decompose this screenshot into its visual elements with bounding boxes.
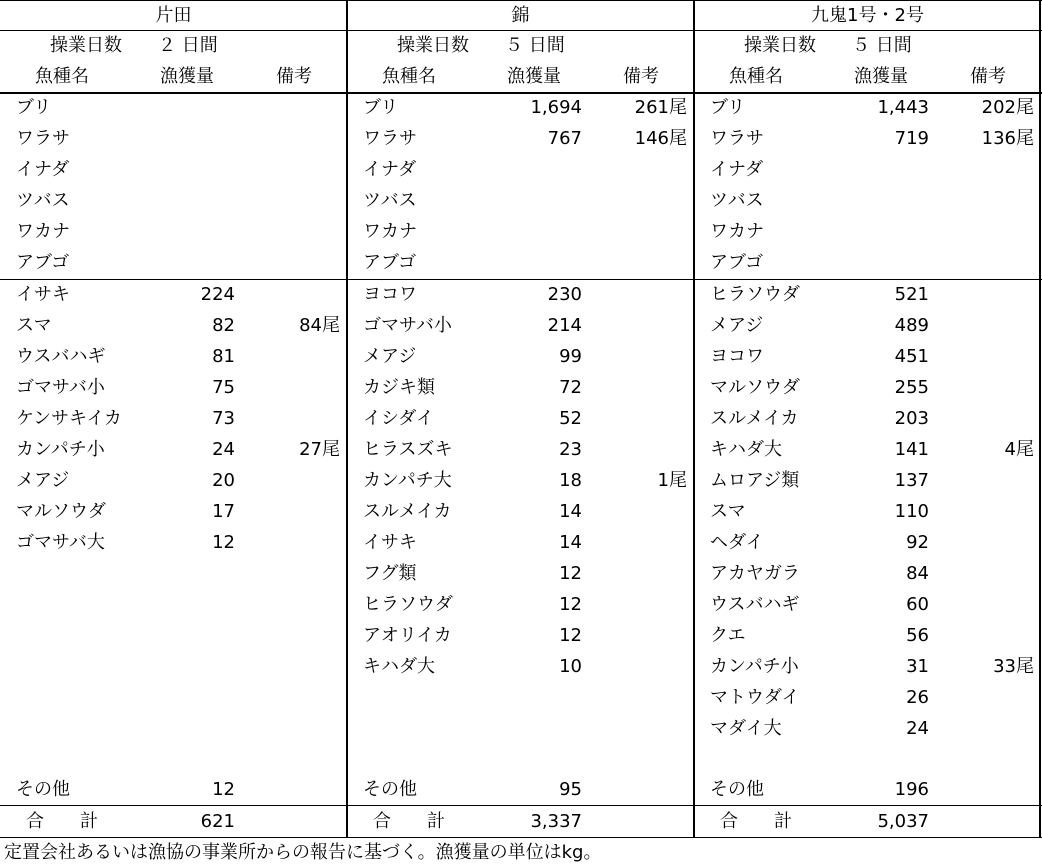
operation-days-label: 操業日数 — [50, 35, 122, 56]
catch-value: 24 — [212, 439, 235, 460]
total-top-border — [0, 805, 1042, 806]
fish-name: カジキ類 — [363, 377, 435, 398]
note-value — [587, 216, 687, 247]
fish-name: ワカナ — [16, 221, 70, 242]
catch-value: 75 — [212, 377, 235, 398]
fish-name: マルソウダ — [16, 501, 106, 522]
catch-value — [834, 216, 929, 247]
catch-value: 99 — [559, 346, 582, 367]
total-label: 合 計 — [26, 811, 98, 832]
catch-value: 12 — [212, 532, 235, 553]
catch-value — [834, 185, 929, 216]
main-species-divider — [0, 279, 1042, 280]
fish-name: アブゴ — [710, 252, 764, 273]
fish-name: ブリ — [710, 97, 746, 118]
note-value — [587, 341, 687, 372]
catch-value — [140, 92, 235, 123]
note-value — [934, 496, 1034, 527]
fish-name: ゴマサバ大 — [16, 532, 105, 553]
fish-name: フグ類 — [363, 563, 417, 584]
location-title: 錦 — [511, 5, 530, 26]
note-value — [587, 279, 687, 310]
note-value — [240, 185, 340, 216]
fish-name: ゴマサバ小 — [16, 377, 105, 398]
header-divider — [0, 92, 1042, 94]
catch-value: 10 — [559, 656, 582, 677]
column-header-note: 備考 — [970, 66, 1006, 87]
catch-value: 767 — [547, 128, 582, 149]
note-value — [240, 465, 340, 496]
catch-value — [140, 216, 235, 247]
fish-name: ウスバハギ — [710, 594, 800, 615]
table-top-border — [0, 0, 1042, 1]
note-value — [587, 247, 687, 278]
fish-name: ヨコワ — [363, 284, 417, 305]
catch-value: 82 — [212, 315, 235, 336]
catch-value: 73 — [212, 408, 235, 429]
fish-name: アオリイカ — [363, 625, 452, 646]
other-catch-value: 12 — [212, 779, 235, 800]
fish-name: イシダイ — [363, 408, 434, 429]
catch-value: 719 — [894, 128, 929, 149]
catch-value: 72 — [559, 377, 582, 398]
fish-name: イナダ — [16, 159, 70, 180]
note-value — [240, 527, 340, 558]
catch-value — [140, 247, 235, 278]
fish-name: ヘダイ — [710, 532, 764, 553]
catch-value: 203 — [894, 408, 929, 429]
column-header-catch: 漁獲量 — [507, 66, 561, 87]
note-value — [934, 527, 1034, 558]
fish-name: ケンサキイカ — [16, 408, 122, 429]
catch-value: 14 — [559, 501, 582, 522]
fish-name: イナダ — [710, 159, 764, 180]
catch-value — [140, 154, 235, 185]
note-value — [240, 341, 340, 372]
fish-name: アブゴ — [363, 252, 417, 273]
note-value: 136尾 — [981, 128, 1034, 149]
catch-value — [140, 123, 235, 154]
catch-value: 141 — [894, 439, 929, 460]
fish-name: ウスバハギ — [16, 346, 106, 367]
note-value — [934, 589, 1034, 620]
other-label: その他 — [16, 779, 70, 800]
fish-name: ゴマサバ小 — [363, 315, 452, 336]
catch-value: 92 — [906, 532, 929, 553]
column-header-note: 備考 — [623, 66, 659, 87]
catch-value: 23 — [559, 439, 582, 460]
note-value — [587, 403, 687, 434]
fish-name: クエ — [710, 625, 746, 646]
note-value — [587, 372, 687, 403]
catch-value: 17 — [212, 501, 235, 522]
catch-value: 18 — [559, 470, 582, 491]
fish-name: ワラサ — [363, 128, 417, 149]
note-value — [934, 247, 1034, 278]
note-value — [587, 589, 687, 620]
operation-days-value: ５ 日間 — [852, 35, 912, 56]
catch-value: 255 — [894, 377, 929, 398]
fish-name: ヒラソウダ — [710, 284, 800, 305]
fish-name: ワラサ — [16, 128, 70, 149]
catch-value — [834, 247, 929, 278]
fish-name: マルソウダ — [710, 377, 800, 398]
catch-value: 12 — [559, 594, 582, 615]
catch-value: 230 — [547, 284, 582, 305]
note-value: 1尾 — [657, 470, 687, 491]
note-value — [240, 123, 340, 154]
fish-name: メアジ — [16, 470, 70, 491]
fish-name: ツバス — [710, 190, 764, 211]
column-separator — [1039, 0, 1041, 838]
fish-name: キハダ大 — [363, 656, 435, 677]
note-value — [934, 403, 1034, 434]
fish-name: マトウダイ — [710, 687, 800, 708]
other-label: その他 — [710, 779, 764, 800]
note-value — [934, 185, 1034, 216]
note-value — [587, 651, 687, 682]
fish-name: スルメイカ — [363, 501, 452, 522]
catch-value: 110 — [894, 501, 929, 522]
note-value — [240, 279, 340, 310]
location-title: 片田 — [155, 5, 192, 26]
note-value — [240, 247, 340, 278]
catch-value: 1,443 — [877, 97, 929, 118]
fish-name: スマ — [710, 501, 746, 522]
operation-days-label: 操業日数 — [397, 35, 469, 56]
catch-value: 137 — [894, 470, 929, 491]
operation-days-label: 操業日数 — [744, 35, 816, 56]
note-value — [587, 620, 687, 651]
note-value — [240, 154, 340, 185]
fish-name: スマ — [16, 315, 52, 336]
note-value — [587, 154, 687, 185]
note-value — [934, 620, 1034, 651]
note-value: 4尾 — [1004, 439, 1034, 460]
column-header-catch: 漁獲量 — [160, 66, 214, 87]
other-catch-value: 95 — [559, 779, 582, 800]
fish-name: マダイ大 — [710, 718, 782, 739]
fish-name: ツバス — [16, 190, 70, 211]
column-header-catch: 漁獲量 — [854, 66, 908, 87]
column-separator — [346, 0, 348, 838]
note-value: 27尾 — [299, 439, 340, 460]
note-value — [934, 465, 1034, 496]
fish-name: アカヤガラ — [710, 563, 800, 584]
fish-name: カンパチ大 — [363, 470, 452, 491]
fish-name: ワカナ — [363, 221, 417, 242]
fish-name: メアジ — [710, 315, 764, 336]
note-value: 84尾 — [299, 315, 340, 336]
catch-value: 26 — [906, 687, 929, 708]
total-label: 合 計 — [373, 811, 445, 832]
note-value: 202尾 — [981, 97, 1034, 118]
total-value: 621 — [200, 811, 235, 832]
catch-value: 56 — [906, 625, 929, 646]
catch-value: 214 — [547, 315, 582, 336]
total-label: 合 計 — [720, 811, 792, 832]
column-header-fish: 魚種名 — [729, 66, 783, 87]
fish-name: ブリ — [363, 97, 399, 118]
fish-name: イサキ — [363, 532, 417, 553]
catch-value — [140, 185, 235, 216]
fish-name: カンパチ小 — [710, 656, 799, 677]
catch-value: 31 — [906, 656, 929, 677]
title-divider — [0, 30, 1042, 31]
column-header-note: 備考 — [276, 66, 312, 87]
catch-value: 20 — [212, 470, 235, 491]
note-value: 261尾 — [634, 97, 687, 118]
note-value — [587, 434, 687, 465]
catch-value: 14 — [559, 532, 582, 553]
footnote: 定置会社あるいは漁協の事業所からの報告に基づく。漁獲量の単位はkg。 — [4, 842, 602, 863]
note-value — [934, 279, 1034, 310]
fish-name: ヒラスズキ — [363, 439, 453, 460]
note-value — [934, 372, 1034, 403]
catch-value: 84 — [906, 563, 929, 584]
fish-name: イナダ — [363, 159, 417, 180]
catch-value: 24 — [906, 718, 929, 739]
total-value: 5,037 — [877, 811, 929, 832]
catch-value: 81 — [212, 346, 235, 367]
fish-name: スルメイカ — [710, 408, 799, 429]
column-header-fish: 魚種名 — [382, 66, 436, 87]
fish-name: ブリ — [16, 97, 52, 118]
catch-value: 1,694 — [530, 97, 582, 118]
location-panel — [694, 0, 1041, 838]
note-value — [240, 496, 340, 527]
note-value — [934, 154, 1034, 185]
note-value: 146尾 — [634, 128, 687, 149]
catch-value: 12 — [559, 625, 582, 646]
note-value — [934, 216, 1034, 247]
fish-name: メアジ — [363, 346, 417, 367]
note-value — [934, 713, 1034, 744]
column-separator — [693, 0, 695, 838]
fish-name: カンパチ小 — [16, 439, 105, 460]
note-value — [240, 216, 340, 247]
operation-days-value: ２ 日間 — [158, 35, 218, 56]
note-value — [240, 92, 340, 123]
catch-value: 224 — [200, 284, 235, 305]
catch-value: 52 — [559, 408, 582, 429]
note-value — [587, 185, 687, 216]
other-catch-value: 196 — [894, 779, 929, 800]
location-panel — [0, 0, 347, 838]
other-label: その他 — [363, 779, 417, 800]
catch-value: 489 — [894, 315, 929, 336]
note-value — [240, 403, 340, 434]
note-value — [934, 682, 1034, 713]
note-value: 33尾 — [993, 656, 1034, 677]
catch-value: 60 — [906, 594, 929, 615]
catch-value — [487, 216, 582, 247]
note-value — [934, 558, 1034, 589]
catch-value — [487, 154, 582, 185]
location-title: 九鬼1号・2号 — [811, 5, 924, 26]
fish-name: ツバス — [363, 190, 417, 211]
fish-name: アブゴ — [16, 252, 70, 273]
catch-value: 12 — [559, 563, 582, 584]
note-value — [587, 527, 687, 558]
fish-name: イサキ — [16, 284, 70, 305]
operation-days-value: ５ 日間 — [505, 35, 565, 56]
note-value — [240, 372, 340, 403]
catch-value: 521 — [894, 284, 929, 305]
fish-name: ワラサ — [710, 128, 764, 149]
fish-name: キハダ大 — [710, 439, 782, 460]
fish-name: ムロアジ類 — [710, 470, 800, 491]
fish-name: ワカナ — [710, 221, 764, 242]
note-value — [934, 310, 1034, 341]
fish-name: ヒラソウダ — [363, 594, 453, 615]
note-value — [587, 310, 687, 341]
catch-value — [834, 154, 929, 185]
location-panel — [347, 0, 694, 838]
catch-value — [487, 247, 582, 278]
column-header-fish: 魚種名 — [35, 66, 89, 87]
catch-value: 451 — [894, 346, 929, 367]
catch-value — [487, 185, 582, 216]
note-value — [934, 341, 1034, 372]
note-value — [587, 496, 687, 527]
total-value: 3,337 — [530, 811, 582, 832]
note-value — [587, 558, 687, 589]
fish-name: ヨコワ — [710, 346, 764, 367]
